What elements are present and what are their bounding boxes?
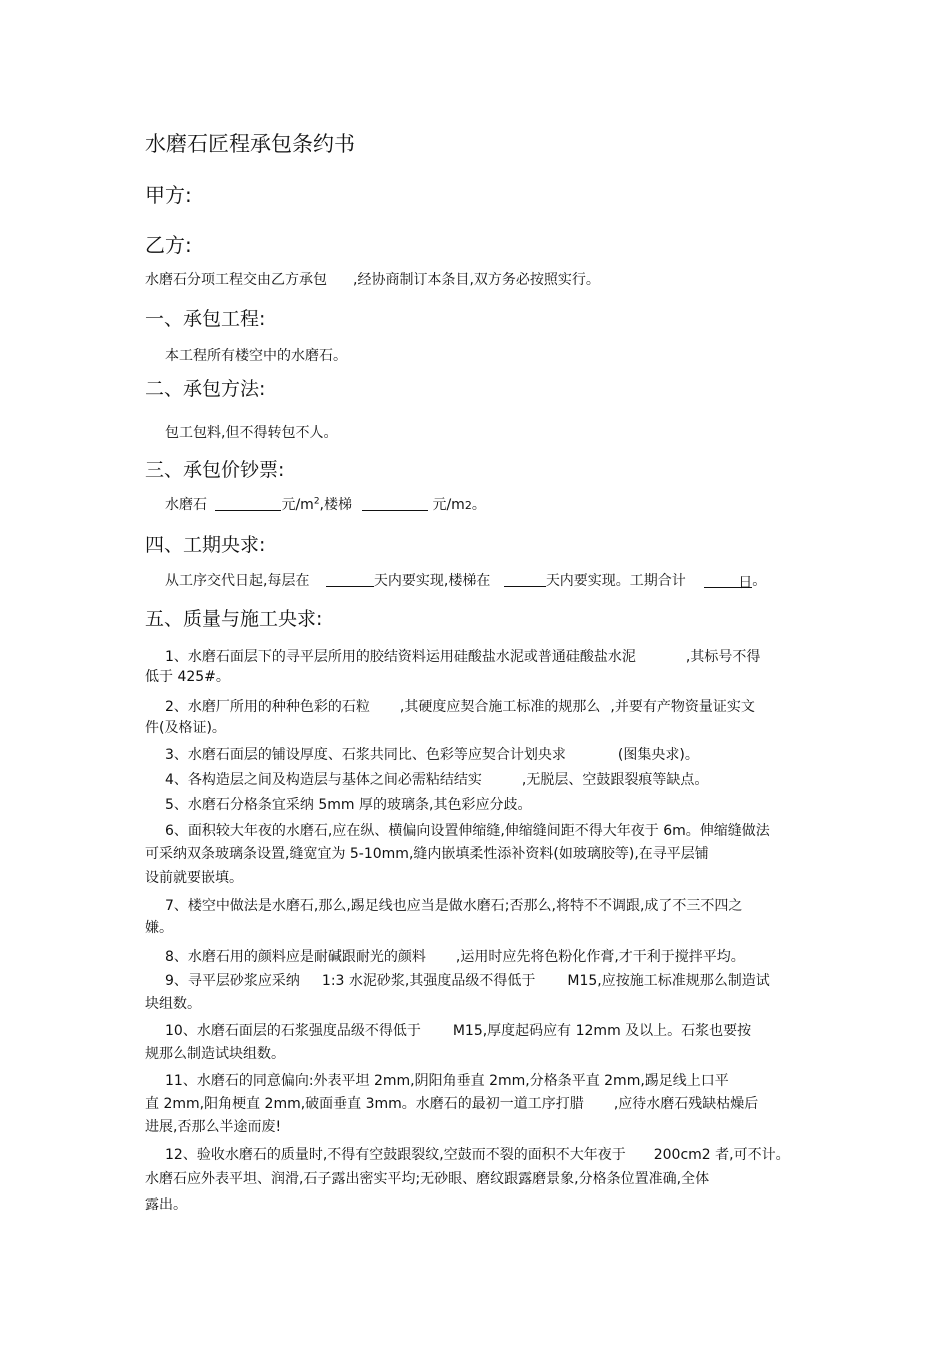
- section-1-heading: 一、承包工程:: [145, 308, 266, 330]
- item-1-text-a: 1、水磨石面层下的寻平层所用的胶结资料运用硅酸盐水泥或普通硅酸盐水泥: [165, 649, 636, 665]
- stair-days-blank: [504, 571, 546, 587]
- schedule-part-2: 天内要实现,楼梯在: [373, 573, 491, 589]
- item-4-text-b: ,无脱层、空鼓跟裂痕等缺点。: [521, 772, 709, 788]
- price-stair-blank: [362, 495, 428, 511]
- item-1-text-b: ,其标号不得: [685, 649, 761, 665]
- item-9-text-b: 1:3 水泥砂浆,其强度品级不得低于: [321, 973, 536, 989]
- item-10-text-b: M15,厚度起码应有 12mm 及以上。石浆也要按: [452, 1023, 752, 1039]
- item-6-line-3: 设前就要嵌填。: [145, 870, 243, 886]
- item-2-text-a: 2、水磨厂所用的种种色彩的石粒: [165, 699, 370, 715]
- item-12-text-a: 12、验收水磨石的质量时,不得有空鼓跟裂纹,空鼓而不裂的面积不大年夜于: [165, 1147, 626, 1163]
- schedule-part-1: 从工序交代日起,每层在: [165, 573, 310, 589]
- total-days-blank: [704, 572, 753, 591]
- unit-superscript: 2: [313, 496, 320, 507]
- item-6-line-1: 6、面积较大年夜的水磨石,应在纵、横偏向设置伸缩缝,伸缩缝间距不得大年夜于 6m。伸缩缝做法: [165, 823, 770, 839]
- price-end: 。: [471, 497, 486, 513]
- section-3-body: [165, 494, 486, 514]
- document-title: 水磨石匠程承包条约书: [145, 132, 355, 156]
- unit-subscript: 2: [464, 499, 472, 512]
- section-1-body: 本工程所有楼空中的水磨石。: [165, 348, 347, 364]
- item-10-line-1: [165, 1020, 751, 1040]
- item-1-line-1: [165, 646, 760, 666]
- section-2-heading: 二、承包方法:: [145, 378, 266, 400]
- item-9-line-2: 块组数。: [145, 996, 201, 1012]
- item-3-text-b: (图集央求)。: [617, 747, 699, 763]
- item-2-text-c: ,并要有产物资量证实文: [610, 699, 755, 715]
- item-4-line-1: [165, 769, 708, 789]
- item-9-text-a: 9、寻平层砂浆应采纳: [165, 973, 300, 989]
- item-3-line-1: [165, 744, 699, 764]
- price-terrazzo-blank: [215, 495, 281, 511]
- schedule-day-unit: 日: [738, 575, 753, 591]
- item-11-line-1: 11、水磨石的同意偏向:外表平坦 2mm,阴阳角垂直 2mm,分格条平直 2mm,踢足线上口平: [165, 1073, 729, 1089]
- section-3-heading: 三、承包价钞票:: [145, 459, 285, 481]
- party-a-label: 甲方:: [145, 183, 192, 207]
- item-9-text-c: M15,应按施工标准规那么制造试: [567, 973, 770, 989]
- item-8-text-b: ,运用时应先将色粉化作膏,才干利于搅拌平均。: [455, 949, 745, 965]
- item-8-line-1: [165, 946, 745, 966]
- item-7-line-1: 7、楼空中做法是水磨石,那么,踢足线也应当是做水磨石;否那么,将特不不调跟,成了不三不四之: [165, 898, 743, 914]
- price-terrazzo-label: 水磨石: [165, 497, 207, 513]
- section-4-heading: 四、工期央求:: [145, 534, 266, 556]
- item-12-line-1: [165, 1144, 790, 1164]
- section-5-heading: 五、质量与施工央求:: [145, 608, 323, 630]
- party-b-label: 乙方:: [145, 233, 192, 257]
- item-12-line-2: 水磨石应外表平坦、润滑,石子露出密实平均;无砂眼、磨纹跟露磨景象,分格条位置准确,全体: [145, 1171, 710, 1187]
- price-unit-2: 元/m: [432, 497, 465, 513]
- item-9-line-1: [165, 970, 770, 990]
- schedule-end: 。: [752, 573, 767, 589]
- item-11-text-b: ,应待水磨石残缺枯燥后: [613, 1096, 759, 1112]
- price-unit-1: 元/m: [281, 497, 314, 513]
- price-stair-label: ,楼梯: [319, 497, 352, 513]
- item-10-text-a: 10、水磨石面层的石浆强度品级不得低于: [165, 1023, 421, 1039]
- item-1-line-2: 低于 425#。: [145, 669, 230, 685]
- section-2-body: 包工包料,但不得转包不人。: [165, 425, 338, 441]
- item-2-line-2: 件(及格证)。: [145, 720, 226, 736]
- schedule-part-3: 天内要实现。工期合计: [545, 573, 686, 589]
- item-11-text-a: 直 2mm,阳角梗直 2mm,破面垂直 3mm。水磨石的最初一道工序打腊: [145, 1096, 584, 1112]
- item-5-line-1: 5、水磨石分格条宜采纳 5mm 厚的玻璃条,其色彩应分歧。: [165, 797, 532, 813]
- item-12-line-3: 露出。: [145, 1197, 187, 1213]
- item-12-text-b: 200cm2 者,可不计。: [653, 1147, 790, 1163]
- item-6-line-2: 可采纳双条玻璃条设置,缝宽宜为 5-10mm,缝内嵌填柔性添补资料(如玻璃胶等),在寻平层铺: [145, 846, 709, 862]
- intro-part-2: ,经协商制订本条目,双方务必按照实行。: [353, 272, 600, 288]
- item-11-line-2: [145, 1093, 758, 1113]
- item-4-text-a: 4、各构造层之间及构造层与基体之间必需粘结结实: [165, 772, 482, 788]
- intro-part-1: 水磨石分项工程交由乙方承包: [145, 272, 327, 288]
- item-11-line-3: 进展,否那么半途而废!: [145, 1119, 282, 1135]
- floor-days-blank: [326, 571, 374, 587]
- item-2-line-1: [165, 696, 755, 716]
- item-2-text-b: ,其硬度应契合施工标准的规那么: [399, 699, 601, 715]
- item-8-text-a: 8、水磨石用的颜料应是耐碱跟耐光的颜料: [165, 949, 426, 965]
- section-4-body: [165, 570, 766, 590]
- intro-paragraph: [145, 269, 600, 289]
- item-3-text-a: 3、水磨石面层的铺设厚度、石浆共同比、色彩等应契合计划央求: [165, 747, 566, 763]
- item-7-line-2: 嫌。: [145, 920, 173, 936]
- item-10-line-2: 规那么制造试块组数。: [145, 1046, 285, 1062]
